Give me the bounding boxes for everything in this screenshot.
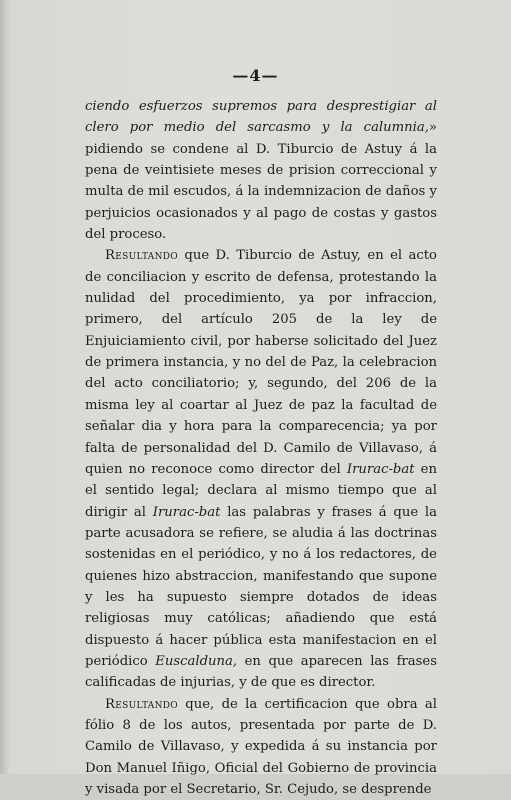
paragraph-text: que, de la certificacion que obra al fólio 8 de los autos, presentada por parte de D. Camilo de Villavaso, y expedida á su instancia por Don Manuel Iñigo, Oficial del Gobierno de provincia y visada por el Secretario, Sr. Cejudo, se desprende <box>85 696 437 797</box>
paragraph-text: en el sentido legal; declara al mismo tiempo que al dirigir al <box>85 461 437 520</box>
resultando-lead: Resultando <box>105 248 178 264</box>
resultando-lead: Resultando <box>105 696 178 712</box>
italic-quote: ciendo esfuerzos supremos para desprestigiar al clero por medio del sarcasmo y la calumnia, <box>85 99 437 136</box>
paragraph-3 <box>85 694 437 800</box>
paragraph-text: las palabras y frases á que la parte acusadora se refiere, se aludia á las doctrinas sostenidas en el periódico, y no á los redactores, de quienes hizo abstraccion, manifestando que supone y les ha supuesto siempre dotados de ideas religiosas muy católicas; añadiendo que está dispuesto á hacer pública esta manifestacion en el periódico <box>85 504 437 669</box>
newspaper-name: Irurac-bat <box>346 461 415 477</box>
paragraph-1 <box>85 96 437 245</box>
paragraph-text: que D. Tiburcio de Astuy, en el acto de conciliacion y escrito de defensa, protestando la nulidad del procedimiento, ya por infraccion, primero, del artículo 205 de la ley de Enjuiciamiento civil, por haberse solicitado del Juez de primera instancia, y no del de Paz, la celebracion del acto conciliatorio; y, segundo, del 206 de la misma ley al coartar al Juez de paz la facultad de señalar dia y hora para la comparecencia; ya por falta de personalidad del D. Camilo de Villavaso, á quien no reconoce como director del <box>85 248 437 477</box>
paragraph-text: en que aparecen las frases calificadas de injurias, y de que es director. <box>85 653 437 691</box>
paragraph-2 <box>85 245 437 693</box>
document-body <box>85 96 437 800</box>
page-number: —4— <box>232 66 279 85</box>
newspaper-name: Euscalduna, <box>155 653 238 669</box>
newspaper-name: Irurac-bat <box>152 504 221 520</box>
paragraph-text: » pidiendo se condene al D. Tiburcio de Astuy á la pena de veintisiete meses de prision correccional y multa de mil escudos, á la indemnizacion de daños y perjuicios ocasionados y al pago de costas y gastos del proceso. <box>85 120 437 243</box>
